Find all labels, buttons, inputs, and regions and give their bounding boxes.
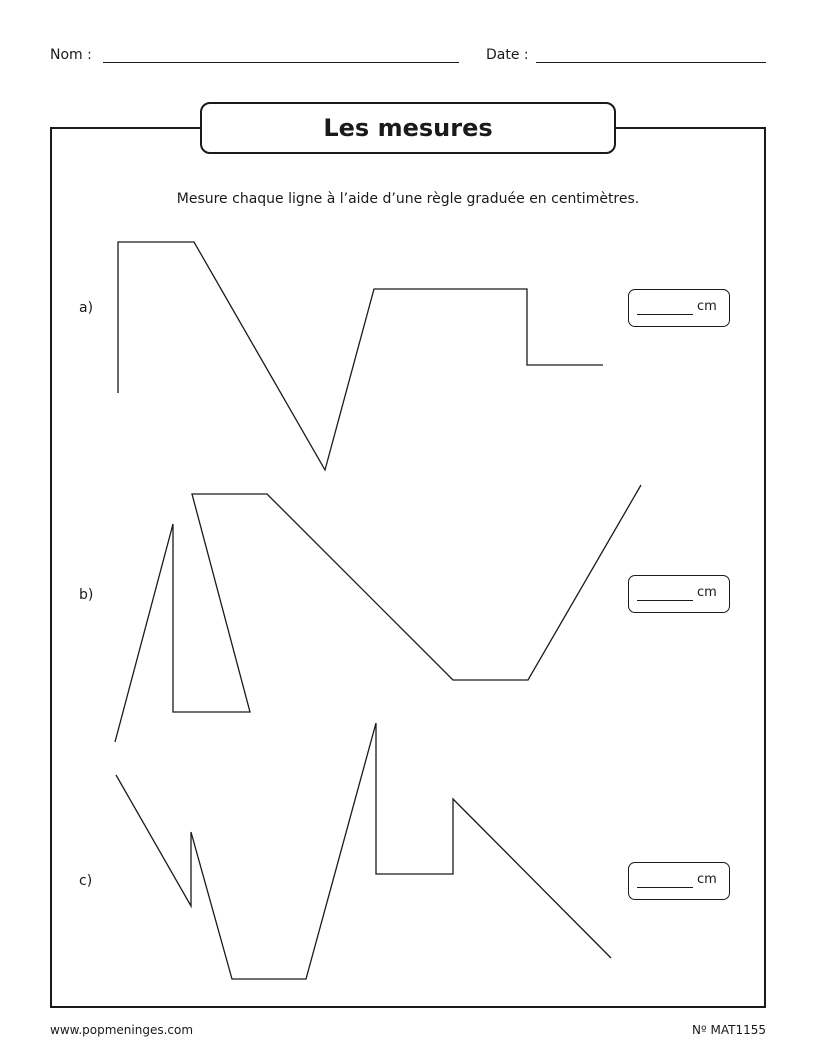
item-a-label: a): [79, 300, 94, 316]
figure-a-line: [118, 242, 603, 470]
item-b-unit: cm: [697, 585, 717, 600]
item-c-answer-blank[interactable]: [637, 887, 693, 888]
item-b-answer-blank[interactable]: [637, 600, 693, 601]
item-b-label: b): [79, 587, 94, 603]
footer-website: www.popmeninges.com: [50, 1023, 194, 1037]
footer-code: Nº MAT1155: [692, 1023, 766, 1037]
item-c-unit: cm: [697, 872, 717, 887]
item-c-label: c): [79, 873, 93, 889]
item-a-answer-blank[interactable]: [637, 314, 693, 315]
worksheet-title-text: Les mesures: [323, 114, 493, 142]
item-a-unit: cm: [697, 299, 717, 314]
name-label: Nom :: [50, 47, 92, 63]
figure-c-line: [116, 723, 611, 979]
date-label: Date :: [486, 47, 529, 63]
figure-b-line: [115, 485, 641, 742]
item-c-answer-box[interactable]: [628, 862, 730, 900]
instruction-text: Mesure chaque ligne à l’aide d’une règle graduée en centimètres.: [176, 191, 640, 207]
item-b-answer-box[interactable]: [628, 575, 730, 613]
item-a-answer-box[interactable]: [628, 289, 730, 327]
